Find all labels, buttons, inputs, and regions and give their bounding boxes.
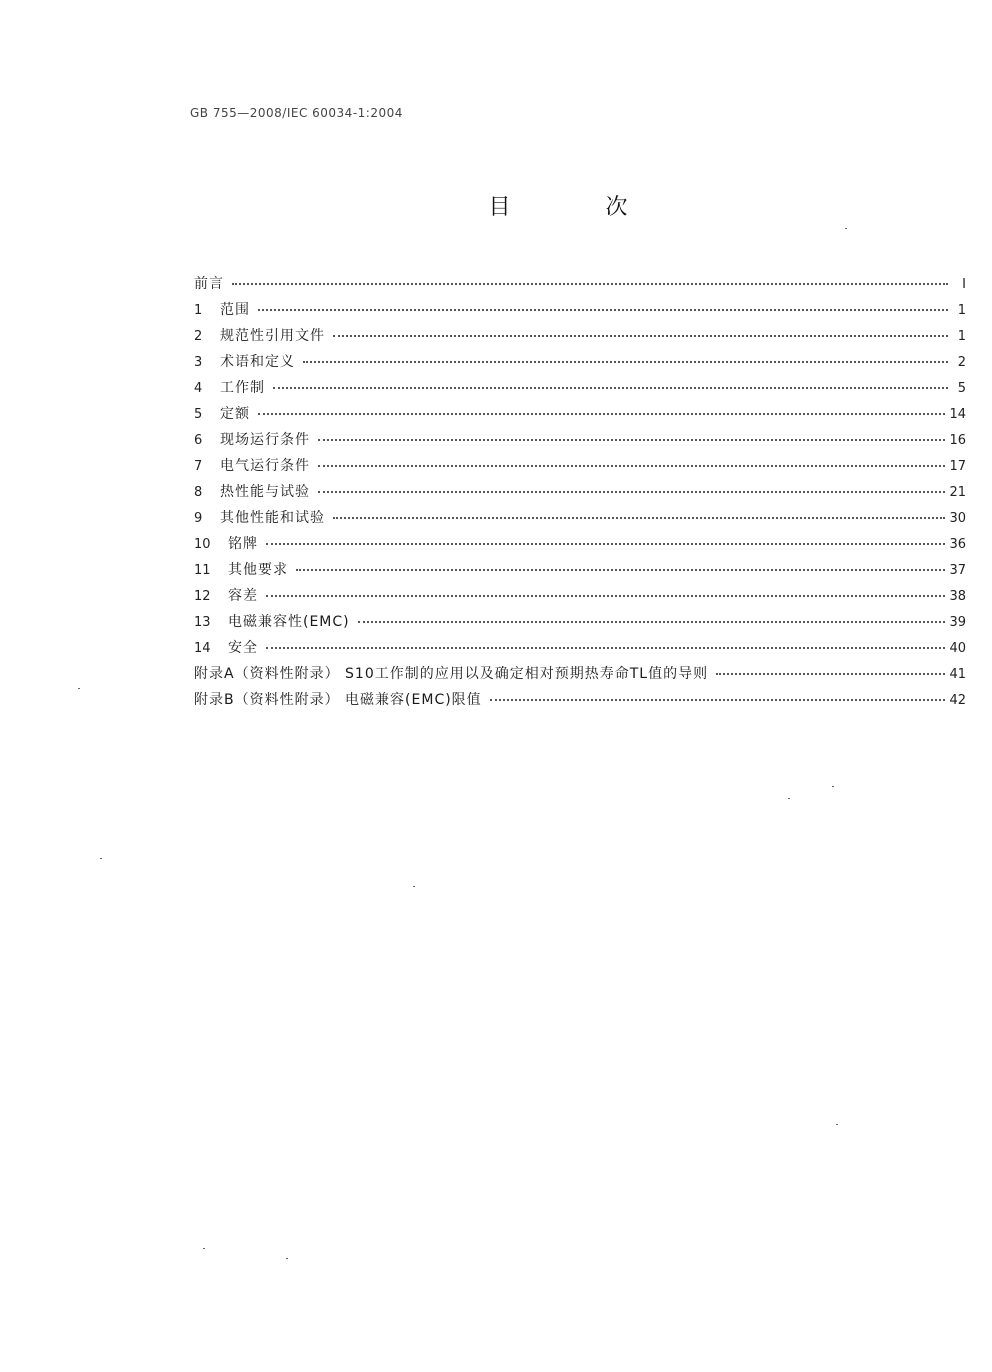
toc-entry-page: 42 [949, 693, 966, 708]
toc-row[interactable] [194, 453, 966, 479]
toc-entry-label: 容差 [228, 588, 258, 604]
toc-entry-label: 其他要求 [228, 562, 288, 578]
toc-entry-label: 前言 [194, 276, 224, 292]
page-title: 目 次 [488, 195, 672, 220]
toc-entry-number: 11 [194, 563, 211, 578]
toc-entry-label: 附录A（资料性附录） S10工作制的应用以及确定相对预期热寿命TL值的导则 [194, 666, 709, 682]
toc-entry-page: 17 [949, 459, 966, 474]
toc-entry-number: 10 [194, 537, 211, 552]
toc-entry-number: 7 [194, 459, 203, 474]
toc-row[interactable] [194, 271, 966, 297]
toc-entry-page: 14 [949, 407, 966, 422]
toc-entry-number: 9 [194, 511, 203, 526]
toc-row[interactable] [194, 505, 966, 531]
toc-row[interactable] [194, 583, 966, 609]
toc-leader-dots [318, 425, 945, 441]
toc-leader-dots [266, 633, 945, 649]
toc-entry-number: 5 [194, 407, 203, 422]
scan-speck [203, 1248, 205, 1249]
toc-entry-page: 40 [949, 641, 966, 656]
toc-leader-dots [333, 321, 948, 337]
scan-speck [832, 786, 834, 787]
toc-entry-number: 14 [194, 641, 211, 656]
toc-entry-label: 工作制 [220, 380, 265, 396]
toc-entry-page: I [962, 277, 966, 292]
toc-leader-dots [232, 269, 948, 285]
toc-entry-page: 2 [957, 355, 966, 370]
toc-entry-label: 术语和定义 [220, 354, 295, 370]
table-of-contents [194, 271, 966, 713]
toc-leader-dots [266, 581, 945, 597]
scan-speck [413, 886, 415, 887]
toc-row[interactable] [194, 635, 966, 661]
scan-speck [836, 1124, 838, 1125]
toc-leader-dots [318, 451, 945, 467]
toc-entry-label: 现场运行条件 [220, 432, 310, 448]
toc-entry-label: 铭牌 [228, 536, 258, 552]
toc-row[interactable] [194, 427, 966, 453]
toc-leader-dots [490, 685, 946, 701]
toc-entry-page: 39 [949, 615, 966, 630]
toc-entry-page: 16 [949, 433, 966, 448]
toc-entry-number: 12 [194, 589, 211, 604]
toc-entry-page: 1 [957, 303, 966, 318]
toc-entry-page: 36 [949, 537, 966, 552]
toc-leader-dots [296, 555, 945, 571]
toc-entry-label: 附录B（资料性附录） 电磁兼容(EMC)限值 [194, 692, 482, 708]
scan-speck [100, 858, 102, 859]
toc-leader-dots [716, 659, 945, 675]
toc-entry-label: 热性能与试验 [220, 484, 310, 500]
toc-entry-page: 41 [949, 667, 966, 682]
toc-entry-label: 范围 [220, 302, 250, 318]
scan-speck [78, 688, 80, 689]
toc-row[interactable] [194, 401, 966, 427]
toc-entry-number: 13 [194, 615, 211, 630]
toc-entry-number: 3 [194, 355, 203, 370]
toc-leader-dots [333, 503, 945, 519]
toc-row[interactable] [194, 661, 966, 687]
toc-entry-label: 安全 [228, 640, 258, 656]
toc-entry-label: 电气运行条件 [220, 458, 310, 474]
toc-entry-number: 1 [194, 303, 203, 318]
toc-leader-dots [258, 295, 948, 311]
standard-code-header: GB 755—2008/IEC 60034-1:2004 [190, 106, 403, 120]
toc-leader-dots [358, 607, 946, 623]
toc-leader-dots [273, 373, 948, 389]
toc-entry-number: 2 [194, 329, 203, 344]
toc-entry-label: 其他性能和试验 [220, 510, 325, 526]
toc-leader-dots [303, 347, 948, 363]
toc-entry-label: 规范性引用文件 [220, 328, 325, 344]
toc-entry-page: 21 [949, 485, 966, 500]
toc-row[interactable] [194, 375, 966, 401]
toc-row[interactable] [194, 479, 966, 505]
toc-row[interactable] [194, 349, 966, 375]
toc-entry-label: 定额 [220, 406, 250, 422]
toc-entry-page: 5 [957, 381, 966, 396]
toc-entry-page: 37 [949, 563, 966, 578]
toc-entry-page: 30 [949, 511, 966, 526]
toc-leader-dots [266, 529, 945, 545]
toc-entry-page: 38 [949, 589, 966, 604]
toc-row[interactable] [194, 609, 966, 635]
toc-entry-number: 4 [194, 381, 203, 396]
toc-row[interactable] [194, 557, 966, 583]
toc-row[interactable] [194, 531, 966, 557]
scan-speck [845, 228, 847, 229]
toc-entry-label: 电磁兼容性(EMC) [228, 614, 350, 630]
toc-leader-dots [258, 399, 945, 415]
toc-row[interactable] [194, 297, 966, 323]
toc-entry-page: 1 [957, 329, 966, 344]
toc-row[interactable] [194, 323, 966, 349]
scan-speck [788, 798, 790, 799]
toc-entry-number: 6 [194, 433, 203, 448]
scan-speck [286, 1258, 288, 1259]
toc-entry-number: 8 [194, 485, 203, 500]
toc-leader-dots [318, 477, 945, 493]
toc-row[interactable] [194, 687, 966, 713]
